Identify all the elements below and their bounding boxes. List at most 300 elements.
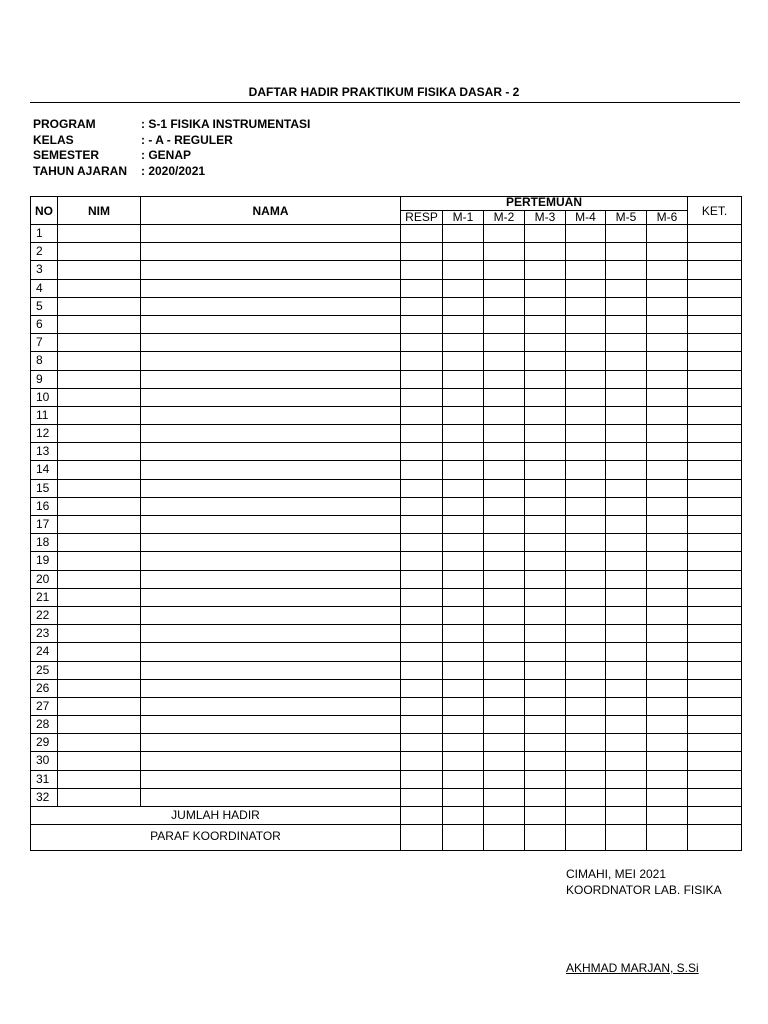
jumlah-hadir-label: JUMLAH HADIR [31, 807, 401, 825]
cell [58, 461, 141, 479]
cell [401, 788, 443, 806]
cell [443, 406, 484, 424]
table-row [31, 516, 742, 534]
cell [688, 588, 742, 606]
cell [443, 752, 484, 770]
row-number: 24 [31, 643, 58, 661]
table-row [31, 679, 742, 697]
cell [401, 516, 443, 534]
cell [606, 788, 647, 806]
cell [525, 479, 566, 497]
cell [141, 516, 401, 534]
cell [58, 334, 141, 352]
cell [58, 534, 141, 552]
cell [606, 552, 647, 570]
cell [566, 352, 606, 370]
cell [58, 788, 141, 806]
cell [443, 716, 484, 734]
cell [443, 225, 484, 243]
cell [647, 625, 688, 643]
cell [484, 643, 525, 661]
cell [647, 770, 688, 788]
cell [141, 406, 401, 424]
cell [141, 388, 401, 406]
cell [525, 406, 566, 424]
cell [688, 388, 742, 406]
cell [443, 679, 484, 697]
table-row [31, 497, 742, 515]
cell [688, 225, 742, 243]
info-key: SEMESTER [33, 148, 100, 162]
cell [484, 388, 525, 406]
cell [58, 388, 141, 406]
cell [141, 497, 401, 515]
cell [647, 788, 688, 806]
cell [525, 570, 566, 588]
cell [484, 479, 525, 497]
cell [647, 606, 688, 624]
cell [566, 315, 606, 333]
cell [443, 825, 484, 851]
cell [141, 752, 401, 770]
cell [141, 679, 401, 697]
cell [401, 570, 443, 588]
cell [566, 588, 606, 606]
cell [566, 497, 606, 515]
cell [566, 770, 606, 788]
cell [566, 661, 606, 679]
session-header: M-3 [525, 211, 566, 225]
cell [58, 479, 141, 497]
cell [606, 679, 647, 697]
cell [141, 315, 401, 333]
table-row [31, 261, 742, 279]
cell [525, 807, 566, 825]
cell [443, 388, 484, 406]
cell [566, 625, 606, 643]
cell [566, 606, 606, 624]
cell [606, 406, 647, 424]
cell [443, 643, 484, 661]
cell [443, 279, 484, 297]
cell [647, 825, 688, 851]
cell [525, 225, 566, 243]
jumlah-hadir-row [31, 807, 742, 825]
cell [566, 570, 606, 588]
cell [688, 661, 742, 679]
cell [58, 752, 141, 770]
row-number: 32 [31, 788, 58, 806]
cell [525, 770, 566, 788]
cell [647, 279, 688, 297]
table-row [31, 770, 742, 788]
table-row [31, 297, 742, 315]
cell [401, 807, 443, 825]
session-header: M-6 [647, 211, 688, 225]
cell [566, 697, 606, 715]
table-row [31, 534, 742, 552]
cell [58, 716, 141, 734]
table-row [31, 552, 742, 570]
cell [484, 807, 525, 825]
cell [688, 570, 742, 588]
info-key: TAHUN AJARAN [33, 163, 127, 178]
cell [58, 279, 141, 297]
table-row [31, 370, 742, 388]
cell [566, 243, 606, 261]
cell [688, 315, 742, 333]
cell [443, 261, 484, 279]
cell [525, 643, 566, 661]
cell [141, 225, 401, 243]
cell [58, 516, 141, 534]
cell [647, 516, 688, 534]
cell [443, 606, 484, 624]
cell [566, 443, 606, 461]
cell [58, 497, 141, 515]
row-number: 23 [31, 625, 58, 643]
cell [58, 606, 141, 624]
cell [401, 370, 443, 388]
cell [647, 697, 688, 715]
table-row [31, 334, 742, 352]
cell [606, 807, 647, 825]
table-row [31, 788, 742, 806]
cell [401, 534, 443, 552]
session-header: M-1 [443, 211, 484, 225]
cell [141, 697, 401, 715]
cell [401, 479, 443, 497]
cell [647, 752, 688, 770]
cell [443, 334, 484, 352]
cell [443, 734, 484, 752]
row-number: 5 [31, 297, 58, 315]
cell [484, 516, 525, 534]
cell [647, 297, 688, 315]
cell [688, 770, 742, 788]
cell [484, 497, 525, 515]
cell [443, 807, 484, 825]
cell [484, 716, 525, 734]
cell [58, 225, 141, 243]
cell [58, 770, 141, 788]
cell [525, 825, 566, 851]
cell [141, 588, 401, 606]
cell [58, 588, 141, 606]
cell [566, 516, 606, 534]
cell [443, 697, 484, 715]
cell [484, 443, 525, 461]
title-rule [30, 102, 740, 103]
cell [443, 461, 484, 479]
cell [141, 716, 401, 734]
cell [688, 406, 742, 424]
cell [688, 825, 742, 851]
info-row-kelas [33, 133, 310, 149]
cell [647, 243, 688, 261]
cell [647, 352, 688, 370]
cell [647, 534, 688, 552]
cell [484, 352, 525, 370]
cell [443, 552, 484, 570]
row-number: 13 [31, 443, 58, 461]
row-number: 10 [31, 388, 58, 406]
row-number: 18 [31, 534, 58, 552]
signature-place-date: CIMAHI, MEI 2021 [566, 867, 667, 881]
cell [401, 606, 443, 624]
cell [401, 625, 443, 643]
session-header: M-4 [566, 211, 606, 225]
cell [401, 552, 443, 570]
cell [484, 243, 525, 261]
cell [688, 534, 742, 552]
row-number: 8 [31, 352, 58, 370]
cell [484, 679, 525, 697]
cell [58, 643, 141, 661]
cell [141, 334, 401, 352]
table-row [31, 243, 742, 261]
cell [401, 497, 443, 515]
cell [443, 315, 484, 333]
table-row [31, 661, 742, 679]
cell [647, 225, 688, 243]
row-number: 28 [31, 716, 58, 734]
cell [141, 606, 401, 624]
cell [443, 370, 484, 388]
cell [525, 552, 566, 570]
table-row [31, 425, 742, 443]
info-value: : GENAP [141, 148, 192, 162]
table-row [31, 588, 742, 606]
info-key: KELAS [33, 132, 74, 147]
cell [525, 425, 566, 443]
cell [647, 461, 688, 479]
cell [525, 352, 566, 370]
cell [141, 461, 401, 479]
table-row [31, 643, 742, 661]
table-row [31, 716, 742, 734]
cell [484, 788, 525, 806]
cell [606, 716, 647, 734]
cell [141, 261, 401, 279]
cell [525, 661, 566, 679]
cell [566, 370, 606, 388]
cell [443, 534, 484, 552]
row-number: 9 [31, 370, 58, 388]
cell [688, 461, 742, 479]
cell [401, 425, 443, 443]
cell [141, 425, 401, 443]
table-row [31, 461, 742, 479]
cell [141, 297, 401, 315]
cell [688, 443, 742, 461]
cell [647, 425, 688, 443]
cell [484, 297, 525, 315]
row-number: 15 [31, 479, 58, 497]
row-number: 14 [31, 461, 58, 479]
cell [484, 279, 525, 297]
cell [606, 297, 647, 315]
cell [566, 225, 606, 243]
cell [606, 516, 647, 534]
cell [58, 406, 141, 424]
cell [647, 552, 688, 570]
cell [647, 334, 688, 352]
cell [566, 552, 606, 570]
cell [58, 297, 141, 315]
cell [566, 334, 606, 352]
table-row [31, 752, 742, 770]
cell [566, 425, 606, 443]
cell [566, 279, 606, 297]
cell [647, 570, 688, 588]
cell [606, 334, 647, 352]
cell [401, 279, 443, 297]
info-block [33, 117, 310, 179]
cell [688, 625, 742, 643]
cell [58, 261, 141, 279]
table-row [31, 279, 742, 297]
cell [566, 479, 606, 497]
row-number: 3 [31, 261, 58, 279]
cell [443, 770, 484, 788]
cell [647, 734, 688, 752]
cell [401, 679, 443, 697]
cell [688, 243, 742, 261]
cell [525, 370, 566, 388]
cell [443, 788, 484, 806]
cell [525, 697, 566, 715]
cell [525, 443, 566, 461]
header-ket: KET. [688, 197, 742, 225]
cell [525, 388, 566, 406]
cell [606, 315, 647, 333]
row-number: 27 [31, 697, 58, 715]
cell [647, 661, 688, 679]
cell [141, 352, 401, 370]
info-value: : 2020/2021 [141, 163, 206, 178]
cell [566, 261, 606, 279]
cell [525, 679, 566, 697]
header-nama: NAMA [141, 197, 401, 225]
cell [606, 497, 647, 515]
cell [647, 261, 688, 279]
cell [401, 315, 443, 333]
table-row [31, 225, 742, 243]
cell [688, 552, 742, 570]
table-row [31, 479, 742, 497]
table-row [31, 406, 742, 424]
cell [606, 225, 647, 243]
cell [688, 334, 742, 352]
cell [401, 261, 443, 279]
cell [401, 752, 443, 770]
signature-role: KOORDNATOR LAB. FISIKA [566, 883, 722, 897]
cell [141, 534, 401, 552]
row-number: 2 [31, 243, 58, 261]
cell [141, 625, 401, 643]
cell [606, 734, 647, 752]
cell [141, 788, 401, 806]
cell [401, 243, 443, 261]
table-row [31, 315, 742, 333]
cell [443, 243, 484, 261]
document-title: DAFTAR HADIR PRAKTIKUM FISIKA DASAR - 2 [248, 85, 520, 99]
cell [647, 679, 688, 697]
info-value: : - A - REGULER [141, 132, 233, 147]
cell [443, 425, 484, 443]
cell [566, 825, 606, 851]
cell [443, 352, 484, 370]
info-row-program [33, 117, 310, 133]
cell [401, 770, 443, 788]
cell [606, 443, 647, 461]
cell [58, 315, 141, 333]
table-row [31, 352, 742, 370]
cell [484, 534, 525, 552]
cell [58, 625, 141, 643]
info-key: PROGRAM [33, 117, 96, 131]
header-pertemuan: PERTEMUAN [401, 197, 688, 211]
cell [606, 606, 647, 624]
cell [525, 261, 566, 279]
header-nim: NIM [58, 197, 141, 225]
cell [443, 625, 484, 643]
cell [688, 679, 742, 697]
cell [484, 661, 525, 679]
table-row [31, 388, 742, 406]
cell [443, 570, 484, 588]
cell [58, 243, 141, 261]
cell [688, 425, 742, 443]
cell [688, 297, 742, 315]
cell [606, 279, 647, 297]
cell [141, 279, 401, 297]
cell [484, 370, 525, 388]
cell [688, 606, 742, 624]
table-row [31, 697, 742, 715]
cell [525, 752, 566, 770]
cell [647, 716, 688, 734]
cell [141, 770, 401, 788]
cell [141, 643, 401, 661]
cell [566, 534, 606, 552]
cell [566, 679, 606, 697]
cell [688, 807, 742, 825]
cell [525, 334, 566, 352]
paraf-koordinator-row [31, 825, 742, 851]
cell [647, 588, 688, 606]
paraf-koordinator-label: PARAF KOORDINATOR [31, 825, 401, 851]
cell [606, 243, 647, 261]
row-number: 20 [31, 570, 58, 588]
cell [566, 388, 606, 406]
cell [141, 370, 401, 388]
cell [566, 716, 606, 734]
cell [525, 716, 566, 734]
cell [443, 588, 484, 606]
header-no: NO [31, 197, 58, 225]
attendance-table [30, 196, 742, 851]
cell [688, 516, 742, 534]
row-number: 31 [31, 770, 58, 788]
cell [688, 279, 742, 297]
cell [688, 261, 742, 279]
cell [484, 425, 525, 443]
cell [606, 388, 647, 406]
cell [606, 625, 647, 643]
cell [525, 243, 566, 261]
